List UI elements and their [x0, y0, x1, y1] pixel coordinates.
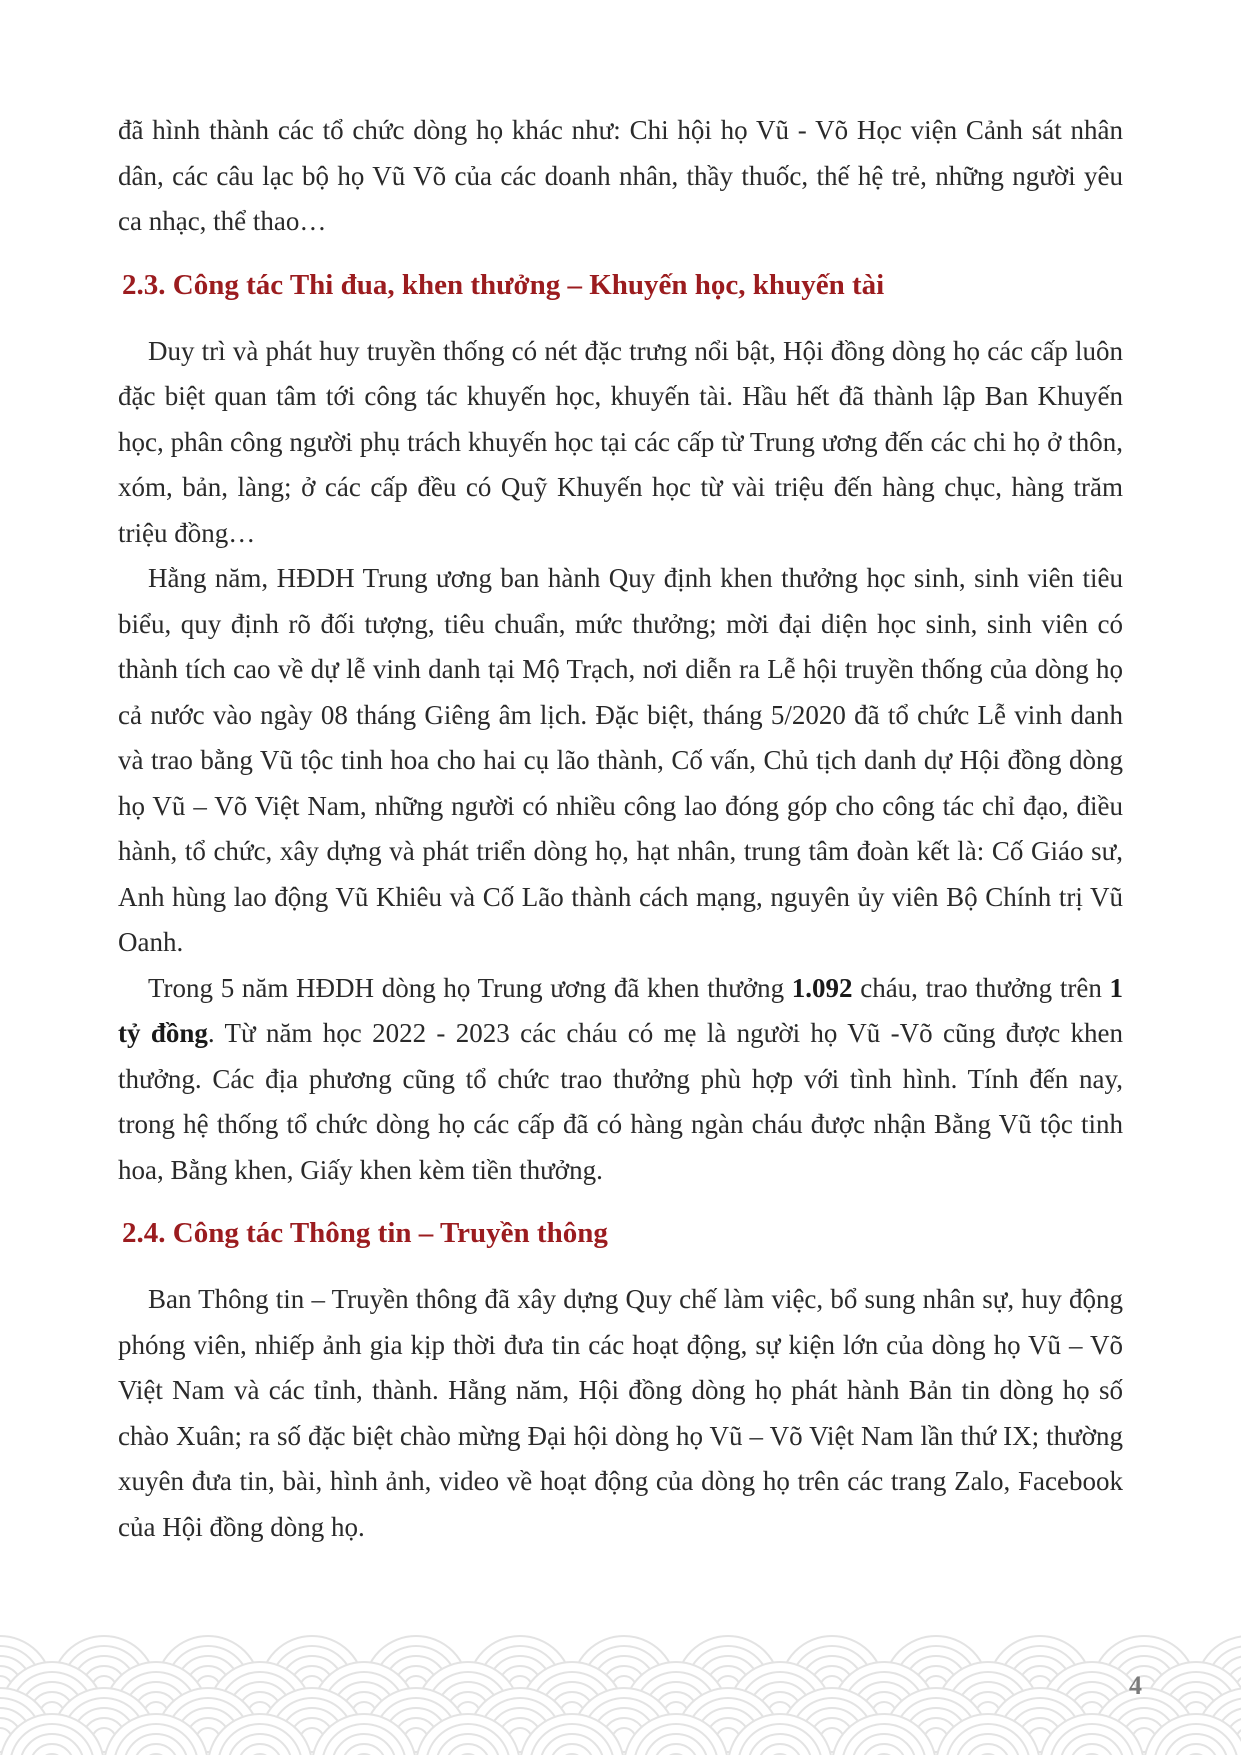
intro-paragraph: đã hình thành các tổ chức dòng họ khác như: Chi hội họ Vũ - Võ Học viện Cảnh sát nhân dân, các câu lạc bộ họ Vũ Võ của các doanh nhân, thầy thuốc, thế hệ trẻ, những người yêu ca nhạc, thể thao…: [118, 115, 1123, 236]
section-2-3-paragraph-3: [118, 966, 1123, 1194]
section-2-4-heading: 2.4. Công tác Thông tin – Truyền thông: [122, 1217, 608, 1249]
p3-bold-amount: 1 tỷ đồng: [118, 972, 1123, 1048]
p3-text-3: . Từ năm học 2022 - 2023 các cháu có mẹ là người họ Vũ -Võ cũng được khen thưởng. Các địa phương cũng tổ chức trao thưởng phù hợp với tình hình. Tính đến nay, trong hệ thống tổ chức dòng họ các cấp đã có hàng ngàn cháu được nhận Bằng Vũ tộc tinh hoa, Bằng khen, Giấy khen kèm tiền thưởng.: [118, 1018, 1124, 1185]
footer-decoration: [0, 1630, 1241, 1755]
section-2-4-paragraph-1: Ban Thông tin – Truyền thông đã xây dựng Quy chế làm việc, bổ sung nhân sự, huy động phóng viên, nhiếp ảnh gia kịp thời đưa tin các hoạt động, sự kiện lớn của dòng họ Vũ – Võ Việt Nam và các tỉnh, thành. Hằng năm, Hội đồng dòng họ phát hành Bản tin dòng họ số chào Xuân; ra số đặc biệt chào mừng Đại hội dòng họ Vũ – Võ Việt Nam lần thứ IX; thường xuyên đưa tin, bài, hình ảnh, video về hoạt động của dòng họ trên các trang Zalo, Facebook của Hội đồng dòng họ.: [118, 1284, 1123, 1542]
p3-text-2: cháu, trao thưởng trên: [852, 972, 1110, 1003]
section-2-3-paragraph-2: Hằng năm, HĐDH Trung ương ban hành Quy định khen thưởng học sinh, sinh viên tiêu biểu, quy định rõ đối tượng, tiêu chuẩn, mức thưởng; mời đại diện học sinh, sinh viên có thành tích cao về dự lễ vinh danh tại Mộ Trạch, nơi diễn ra Lễ hội truyền thống của dòng họ cả nước vào ngày 08 tháng Giêng âm lịch. Đặc biệt, tháng 5/2020 đã tổ chức Lễ vinh danh và trao bằng Vũ tộc tinh hoa cho hai cụ lão thành, Cố vấn, Chủ tịch danh dự Hội đồng dòng họ Vũ – Võ Việt Nam, những người có nhiều công lao đóng góp cho công tác chỉ đạo, điều hành, tổ chức, xây dựng và phát triển dòng họ, hạt nhân, trung tâm đoàn kết là: Cố Giáo sư, Anh hùng lao động Vũ Khiêu và Cố Lão thành cách mạng, nguyên ủy viên Bộ Chính trị Vũ Oanh.: [118, 563, 1123, 957]
p3-bold-count: 1.092: [791, 972, 853, 1003]
wave-scallop-pattern-icon: [0, 1630, 1241, 1755]
page-content: [118, 108, 1123, 1550]
page-number: 4: [1129, 1671, 1142, 1700]
section-2-3-heading: 2.3. Công tác Thi đua, khen thưởng – Khuyến học, khuyến tài: [122, 268, 885, 301]
section-2-3-paragraph-1: Duy trì và phát huy truyền thống có nét đặc trưng nổi bật, Hội đồng dòng họ các cấp luôn đặc biệt quan tâm tới công tác khuyến học, khuyến tài. Hầu hết đã thành lập Ban Khuyến học, phân công người phụ trách khuyến học tại các cấp từ Trung ương đến các chi họ ở thôn, xóm, bản, làng; ở các cấp đều có Quỹ Khuyến học từ vài triệu đến hàng chục, hàng trăm triệu đồng…: [118, 335, 1123, 548]
p3-text-1: Trong 5 năm HĐDH dòng họ Trung ương đã khen thưởng: [148, 972, 792, 1003]
